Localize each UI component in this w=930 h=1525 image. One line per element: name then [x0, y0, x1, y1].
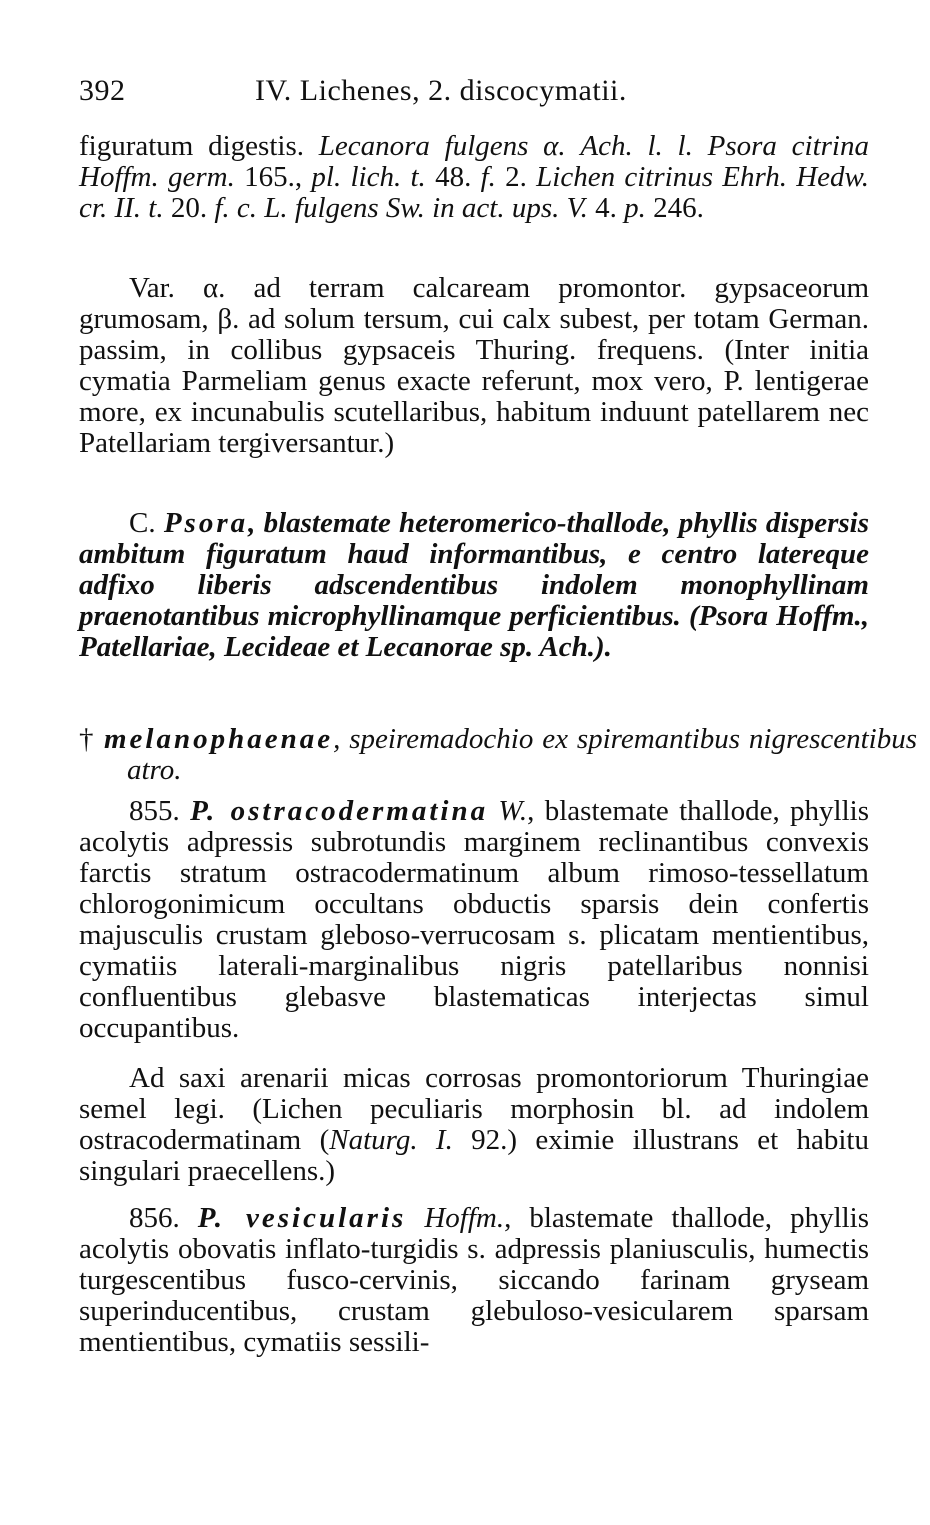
citation-run: Lecanora fulgens α. Ach. l. l. Psora citrina Hoffm. germ.: [79, 130, 869, 193]
text-run: 4.: [587, 192, 625, 224]
species-description: , blastemate thallode, phyllis acolytis obovatis inflato-turgidis s. adpressis planiusculis, humectis turgescentibus fusco-cervinis, siccando farinam gryseam superinducentibus, crustam glebuloso-vesicularem sparsam mentientibus, cymatiis sessili-: [79, 1202, 870, 1358]
citation-run: f.: [480, 161, 496, 193]
species-author: W.: [488, 795, 528, 827]
text-run: 246.: [645, 192, 704, 224]
page-number: 392: [79, 74, 126, 107]
genus-description: , blastemate heteromerico-thallode, phyllis dispersis ambitum figuratum haud informantibus, e centro laterеque adfixo liberis adscendentibus indolem monophyllinam praenotantibus microphyllinamque perficientibus. (Psora Hoffm., Patellariae, Lecideae et Lecanorae sp. Ach.).: [79, 507, 870, 663]
species-name: P. ostracodermatina: [190, 795, 489, 827]
page-header: [79, 74, 879, 114]
paragraph-varieties: [79, 273, 869, 459]
species-number: 856.: [129, 1202, 198, 1234]
paragraph-synonyms: [79, 131, 869, 224]
citation-run: f. c. L. fulgens Sw. in act. ups. V.: [214, 192, 588, 224]
citation-run: pl. lich. t.: [311, 161, 426, 193]
section-letter: C.: [129, 507, 164, 539]
species-number: 855.: [129, 795, 191, 827]
species-author: Hoffm.: [406, 1202, 505, 1234]
species-name: P. vesicularis: [197, 1202, 407, 1234]
text-run: 165.,: [234, 161, 312, 193]
text-run: 48.: [425, 161, 481, 193]
running-head: IV. Lichenes, 2. discocymatii.: [255, 74, 627, 107]
citation-run: Naturg. I.: [329, 1124, 453, 1156]
paragraph-habitat-855: [79, 1063, 869, 1187]
genus-name: Psora: [163, 507, 249, 539]
dagger-mark: †: [79, 723, 104, 755]
paragraph-species-856: [79, 1203, 869, 1358]
text-run: 92.) eximie illustrans et habitu singulari praecellens.): [79, 1124, 869, 1187]
citation-run: Lichen citrinus Ehrh. Hedw. cr. II. t.: [79, 161, 869, 224]
group-name: melanophaenae: [103, 723, 334, 755]
paragraph-genus-psora: [79, 508, 869, 663]
text-run: Ad saxi arenarii micas corrosas promontoriorum Thuringiae semel legi. (Lichen peculiaris morphosin bl. ad indolem ostracodermatinam (: [79, 1062, 869, 1156]
paragraph-species-855: [79, 796, 869, 1044]
citation-run: p.: [624, 192, 646, 224]
paragraph-group-melanophaenae: [79, 724, 917, 786]
species-description: , blastemate thallode, phyllis acolytis adpressis subrotundis marginem reclinantibus convexis farctis stratum ostracodermatinum album rimoso-tessellatum chlorogonimicum occultans obductis sparsis dein confertis majusculis crustam gleboso-verrucosam s. plicatam mentientibus, cymatiis laterali-marginalibus nigris patellaribus nonnisi confluentibus glebasve blastematicas interjectas simul occupantibus.: [79, 795, 870, 1044]
text-run: figuratum digestis.: [79, 130, 319, 162]
text-run: 20.: [163, 192, 215, 224]
paragraph-text: Var. α. ad terram calcaream promontor. gypsaceorum grumosam, β. ad solum tersum, cui calx subest, per totam German. passim, in collibus gypsaceis Thuring. frequens. (Inter initia cymatia Parmeliam genus exacte referunt, mox vero, P. lentigerae more, ex incunabulis scutellaribus, habitum induunt patellarem nec Patellariam tergiversantur.): [79, 272, 869, 459]
group-description: , speiremadochio ex spiremantibus nigrescentibus atro.: [127, 723, 918, 786]
text-run: 2.: [495, 161, 537, 193]
